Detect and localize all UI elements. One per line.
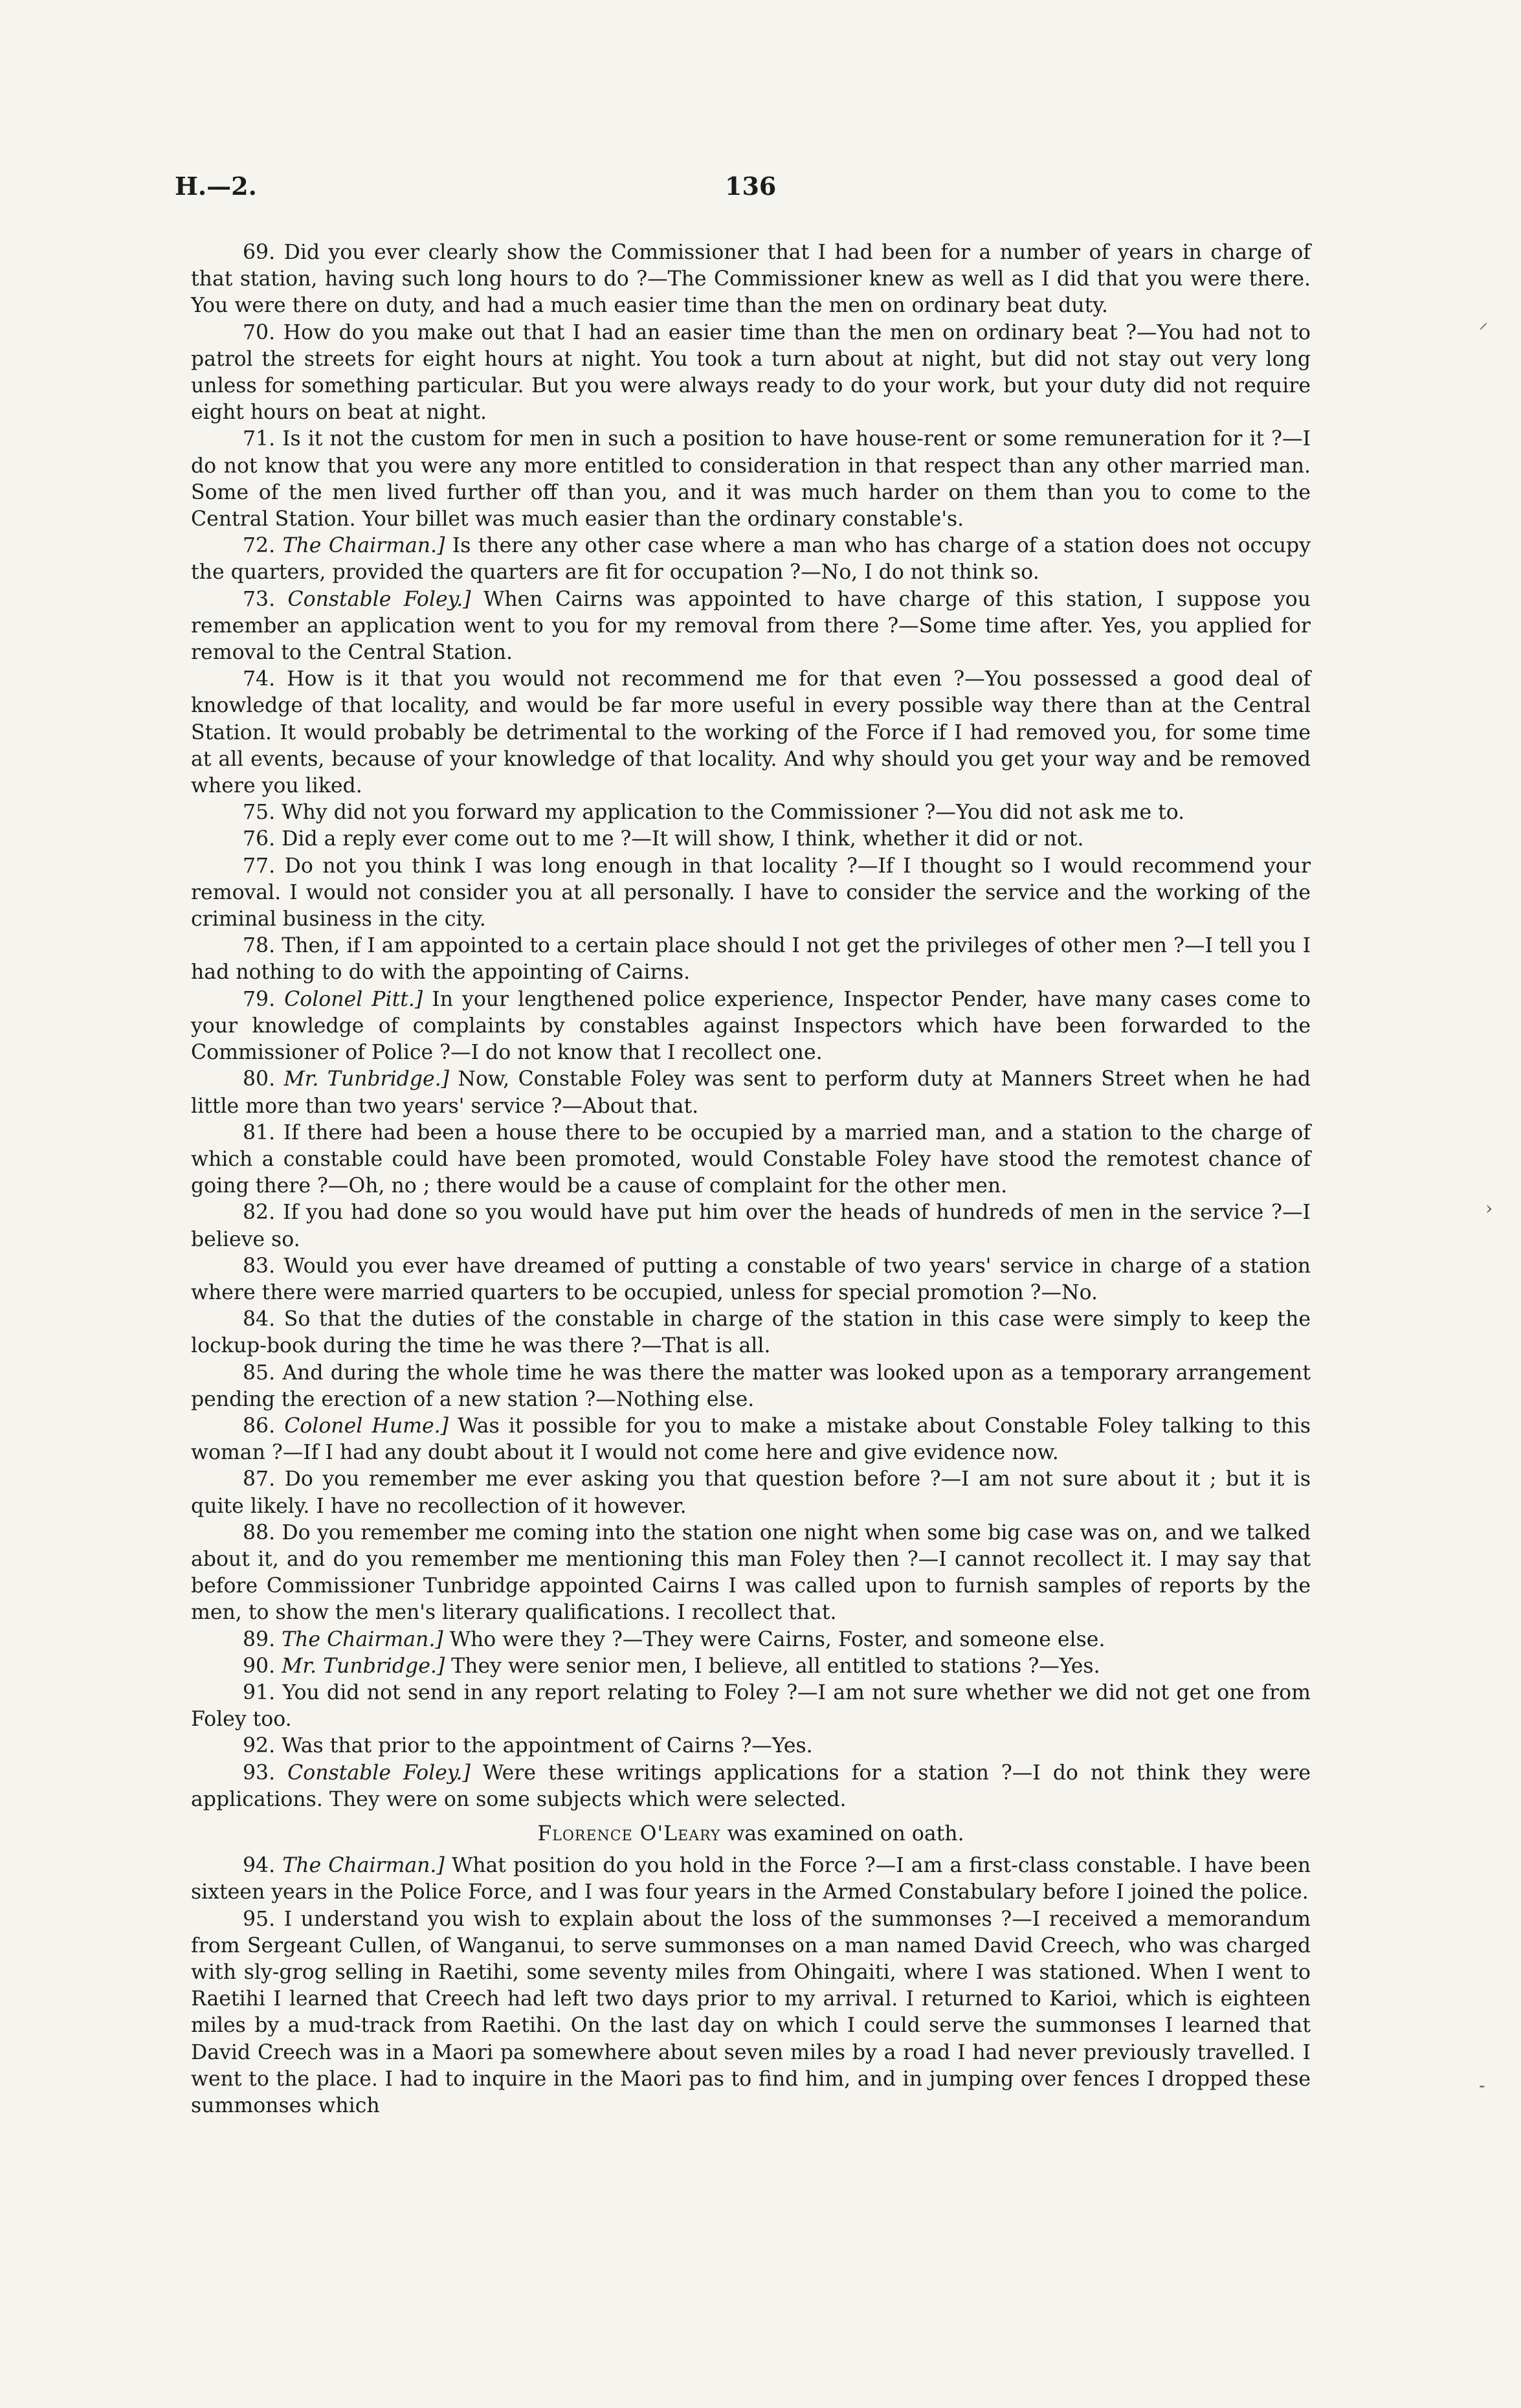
question-paragraph: [191, 933, 1311, 986]
speaker-label: Constable Foley.]: [287, 1761, 471, 1785]
question-text: Do you remember me coming into the station one night when some big case was on, and we talked about it, and do you remember me mentioning this man Foley then ?—I cannot recollect it. I may say that before Commissioner Tunbridge appointed Cairns I was called upon to furnish samples of reports by the men, to show the men's literary qualifications. I recollect that.: [191, 1521, 1311, 1625]
question-text: So that the duties of the constable in charge of the station in this case were simply to keep the lockup-book during the time he was there ?—That is all.: [191, 1308, 1311, 1358]
question-paragraph: [191, 826, 1311, 853]
question-number: 78.: [243, 934, 276, 958]
margin-mark: ›: [1485, 1198, 1493, 1219]
question-text: If there had been a house there to be occupied by a married man, and a station to the charge of which a constable could have been promoted, would Constable Foley have stood the remotest chance of going there ?—Oh, no ; there would be a cause of complaint for the other men.: [191, 1120, 1311, 1198]
question-text: What position do you hold in the Force ?—I am a first-class constable. I have been sixteen years in the Police Force, and I was four years in the Armed Constabulary before I joined the police.: [191, 1854, 1311, 1904]
question-number: 79.: [243, 987, 276, 1011]
question-paragraph: [191, 1853, 1311, 1906]
speaker-label: Colonel Pitt.]: [284, 987, 423, 1011]
question-number: 84.: [243, 1308, 276, 1332]
speaker-label: Constable Foley.]: [287, 587, 471, 611]
question-number: 77.: [243, 854, 276, 878]
question-number: 83.: [243, 1254, 276, 1278]
question-text: Did a reply ever come out to me ?—It will show, I think, whether it did or not.: [282, 827, 1084, 851]
question-number: 87.: [243, 1467, 276, 1491]
question-text: Now, Constable Foley was sent to perform duty at Manners Street when he had little more than two years' service ?—About that.: [191, 1067, 1311, 1118]
question-text: Would you ever have dreamed of putting a constable of two years' service in charge of a station where there were married quarters to be occupied, unless for special promotion ?—No.: [191, 1254, 1311, 1304]
testimony-block-2: [191, 1853, 1311, 2119]
question-number: 92.: [243, 1734, 276, 1758]
question-number: 80.: [243, 1067, 276, 1091]
question-text: They were senior men, I believe, all entitled to stations ?—Yes.: [451, 1654, 1100, 1678]
question-text: And during the whole time he was there the matter was looked upon as a temporary arrangement pending the erection of a new station ?—Nothing else.: [191, 1361, 1311, 1411]
question-paragraph: [191, 1520, 1311, 1627]
question-paragraph: [191, 1306, 1311, 1359]
document-reference: H.—2.: [175, 172, 257, 201]
question-paragraph: [191, 1253, 1311, 1306]
question-paragraph: [191, 1120, 1311, 1200]
question-text: Why did not you forward my application to the Commissioner ?—You did not ask me to.: [282, 801, 1185, 825]
question-paragraph: [191, 987, 1311, 1067]
question-number: 93.: [243, 1761, 276, 1785]
question-text: Is it not the custom for men in such a position to have house-rent or some remuneration for it ?—I do not know that you were any more entitled to consideration in that respect than any other married man. Some of the men lived further off than you, and it was much harder on them than you to come to the Central Station. Your billet was much easier than the ordinary constable's.: [191, 427, 1311, 531]
question-text: Who were they ?—They were Cairns, Foster, and someone else.: [449, 1627, 1105, 1651]
question-text: When Cairns was appointed to have charge of this station, I suppose you remember an application went to you for my removal from there ?—Some time after. Yes, you applied for removal to the Central Station.: [191, 587, 1311, 665]
question-number: 75.: [243, 801, 276, 825]
question-text: In your lengthened police experience, Inspector Pender, have many cases come to your knowledge of complaints by constables against Inspectors which have been forwarded to the Commissioner of Police ?—I do not know that I recollect one.: [191, 987, 1311, 1065]
question-number: 71.: [243, 427, 276, 451]
margin-mark: ⸝: [1479, 311, 1489, 333]
question-paragraph: [191, 426, 1311, 533]
question-paragraph: [191, 1760, 1311, 1813]
question-paragraph: [191, 666, 1311, 799]
question-paragraph: [191, 1466, 1311, 1519]
question-number: 89.: [243, 1627, 276, 1651]
question-number: 95.: [243, 1907, 276, 1931]
witness-heading: [191, 1821, 1311, 1847]
question-text: I understand you wish to explain about the loss of the summonses ?—I received a memorandum from Sergeant Cullen, of Wanganui, to serve summonses on a man named David Creech, who was charged with sly-grog selling in Raetihi, some seventy miles from Ohingaiti, where I was stationed. When I went to Raetihi I learned that Creech had left two days prior to my arrival. I returned to Karioi, which is eighteen miles by a mud-track from Raetihi. On the last day on which I could serve the summonses I learned that David Creech was in a Maori pa somewhere about seven miles by a road I had never previously travelled. I went to the place. I had to inquire in the Maori pas to find him, and in jumping over fences I dropped these summonses which: [191, 1907, 1311, 2118]
question-text: Is there any other case where a man who has charge of a station does not occupy the quarters, provided the quarters are fit for occupation ?—No, I do not think so.: [191, 534, 1311, 585]
question-text: Do you remember me ever asking you that question before ?—I am not sure about it ; but it is quite likely. I have no recollection of it however.: [191, 1467, 1311, 1518]
question-paragraph: [191, 1413, 1311, 1466]
question-text: You did not send in any report relating to Foley ?—I am not sure whether we did not get one from Foley too.: [191, 1680, 1311, 1732]
question-number: 69.: [243, 241, 276, 264]
witness-heading-rest: was examined on oath.: [727, 1822, 964, 1845]
witness-name: Florence O'Leary: [537, 1822, 721, 1845]
question-number: 82.: [243, 1201, 276, 1225]
document-body: [191, 240, 1311, 2119]
speaker-label: Mr. Tunbridge.]: [282, 1654, 445, 1678]
page-number: 136: [725, 172, 777, 201]
question-number: 72.: [243, 534, 276, 558]
question-text: If you had done so you would have put him over the heads of hundreds of men in the service ?—I believe so.: [191, 1201, 1311, 1251]
question-paragraph: [191, 1906, 1311, 2120]
question-number: 74.: [243, 667, 276, 691]
question-paragraph: [191, 1653, 1311, 1680]
question-paragraph: [191, 1680, 1311, 1733]
question-text: Then, if I am appointed to a certain place should I not get the privileges of other men ?—I tell you I had nothing to do with the appointing of Cairns.: [191, 934, 1311, 985]
question-number: 88.: [243, 1521, 276, 1544]
question-text: Do not you think I was long enough in that locality ?—If I thought so I would recommend your removal. I would not consider you at all personally. I have to consider the service and the working of the criminal business in the city.: [191, 854, 1311, 931]
question-paragraph: [191, 533, 1311, 586]
question-text: How is it that you would not recommend me for that even ?—You possessed a good deal of knowledge of that locality, and would be far more useful in every possible way there than at the Central Station. It would probably be detrimental to the working of the Force if I had removed you, for some time at all events, because of your knowledge of that locality. And why should you get your way and be removed where you liked.: [191, 667, 1311, 798]
question-paragraph: [191, 1066, 1311, 1119]
testimony-block-1: [191, 240, 1311, 1813]
question-paragraph: [191, 1199, 1311, 1253]
question-paragraph: [191, 799, 1311, 826]
question-paragraph: [191, 320, 1311, 427]
speaker-label: The Chairman.]: [282, 534, 445, 558]
speaker-label: The Chairman.]: [282, 1627, 443, 1651]
question-text: Was it possible for you to make a mistake about Constable Foley talking to this woman ?—If I had any doubt about it I would not come here and give evidence now.: [191, 1414, 1311, 1465]
speaker-label: Colonel Hume.]: [284, 1414, 449, 1438]
margin-mark: ‐: [1479, 2075, 1485, 2096]
question-paragraph: [191, 586, 1311, 667]
page-header: [175, 172, 1327, 210]
speaker-label: The Chairman.]: [282, 1854, 445, 1878]
question-number: 81.: [243, 1120, 276, 1144]
question-number: 94.: [243, 1854, 276, 1878]
question-text: Did you ever clearly show the Commissioner that I had been for a number of years in charge of that station, having such long hours to do ?—The Commissioner knew as well as I did that you were there. You were there on duty, and had a much easier time than the men on ordinary beat duty.: [191, 241, 1311, 318]
speaker-label: Mr. Tunbridge.]: [283, 1067, 449, 1091]
question-number: 76.: [243, 827, 276, 851]
question-paragraph: [191, 1627, 1311, 1653]
question-paragraph: [191, 853, 1311, 933]
question-text: How do you make out that I had an easier time than the men on ordinary beat ?—You had not to patrol the streets for eight hours at night. You took a turn about at night, but did not stay out very long unless for something particular. But you were always ready to do your work, but your duty did not require eight hours on beat at night.: [191, 320, 1311, 425]
question-number: 86.: [243, 1414, 276, 1438]
question-number: 70.: [243, 320, 276, 344]
question-number: 91.: [243, 1680, 276, 1704]
question-paragraph: [191, 1733, 1311, 1759]
question-paragraph: [191, 240, 1311, 320]
question-number: 73.: [243, 587, 276, 611]
question-number: 90.: [243, 1654, 276, 1678]
question-paragraph: [191, 1360, 1311, 1413]
question-number: 85.: [243, 1361, 276, 1385]
question-text: Were these writings applications for a station ?—I do not think they were applications. They were on some subjects which were selected.: [191, 1761, 1311, 1811]
question-text: Was that prior to the appointment of Cairns ?—Yes.: [282, 1734, 813, 1758]
